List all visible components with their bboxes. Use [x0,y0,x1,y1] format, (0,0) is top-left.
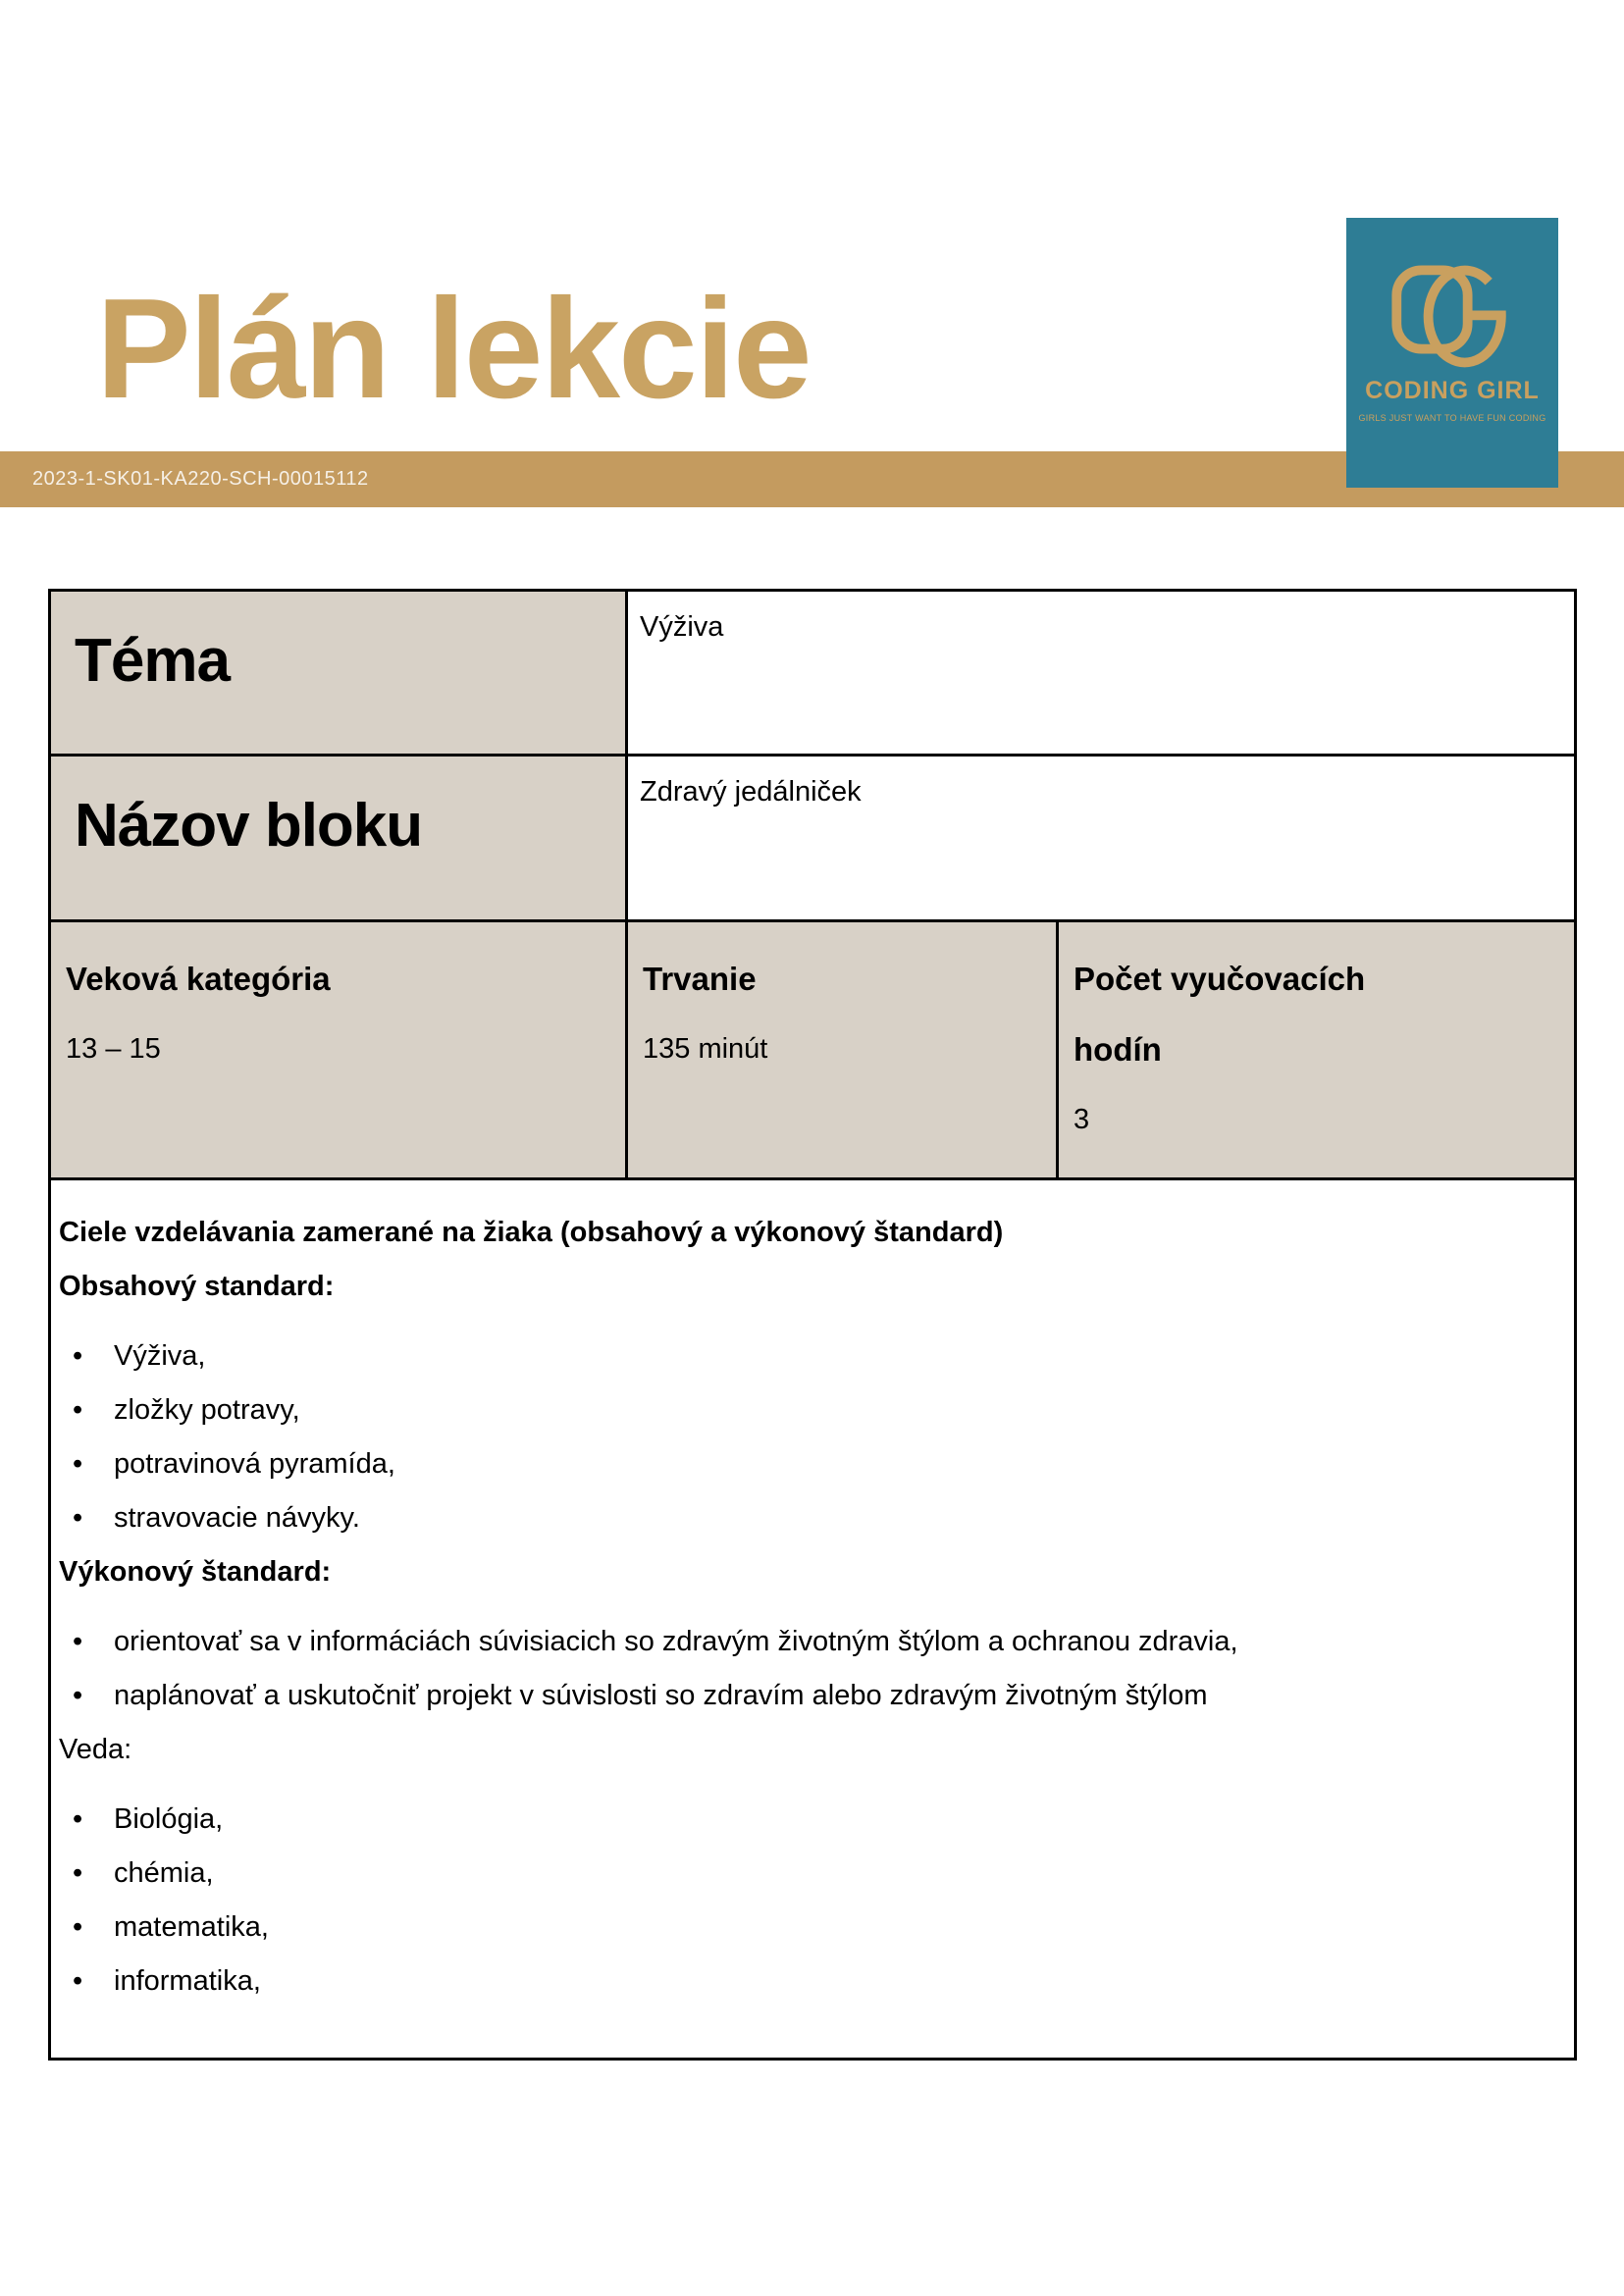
tema-value-cell [625,592,1574,754]
list-item: • zložky potravy, [59,1383,1545,1437]
nazov-bloku-label-cell [51,757,625,919]
tema-value: Výživa [640,611,724,643]
pocet-hodin-cell [1056,922,1574,1177]
nazov-bloku-label: Názov bloku [75,792,423,860]
pocet-hodin-value: 3 [1074,1104,1090,1135]
list-item: • potravinová pyramída, [59,1437,1545,1491]
nazov-bloku-value-cell [625,757,1574,919]
veda-list [59,1793,1545,2009]
page-title: Plán lekcie [96,269,811,428]
table-row-ciele [51,1177,1574,2058]
tema-label: Téma [75,627,230,695]
vykonovy-standard-label: Výkonový štandard: [59,1556,332,1588]
pocet-hodin-label: Počet vyučovacích hodín [1074,961,1366,1068]
table-row-nazov-bloku [51,754,1574,919]
table-row-tema [51,592,1574,754]
vekova-kategoria-cell [51,922,625,1177]
list-item: • matematika, [59,1901,1545,1955]
veda-label: Veda: [59,1734,132,1765]
trvanie-label: Trvanie [643,961,757,997]
vekova-kategoria-value: 13 – 15 [66,1033,161,1065]
vekova-kategoria-label: Veková kategória [66,961,331,997]
obsahovy-standard-list [59,1330,1545,1545]
list-item: • informatika, [59,1955,1545,2009]
logo-tagline: GIRLS JUST WANT TO HAVE FUN CODING [1358,413,1546,423]
ciele-cell [59,1206,1545,2009]
list-item: • Biológia, [59,1793,1545,1847]
table-row-meta [51,919,1574,1177]
lesson-plan-table [48,589,1577,2061]
ciele-heading: Ciele vzdelávania zamerané na žiaka (obsahový a výkonový štandard) [59,1217,1004,1248]
project-code: 2023-1-SK01-KA220-SCH-00015112 [32,468,369,490]
trvanie-cell [625,922,1056,1177]
list-item: • stravovacie návyky. [59,1491,1545,1545]
list-item: • Výživa, [59,1330,1545,1383]
list-item: • orientovať sa v informáciách súvisiacich so zdravým životným štýlom a ochranou zdravia, [59,1615,1545,1669]
logo-name: CODING GIRL [1365,377,1540,404]
list-item: • chémia, [59,1847,1545,1901]
vykonovy-standard-list [59,1615,1545,1723]
trvanie-value: 135 minút [643,1033,768,1065]
list-item: • naplánovať a uskutočniť projekt v súvislosti so zdravím alebo zdravým životným štýlom [59,1669,1545,1723]
tema-label-cell [51,592,625,754]
coding-girl-logo [1346,218,1558,488]
coding-girl-monogram-icon [1384,245,1521,375]
obsahovy-standard-label: Obsahový standard: [59,1271,335,1302]
nazov-bloku-value: Zdravý jedálniček [640,776,862,808]
